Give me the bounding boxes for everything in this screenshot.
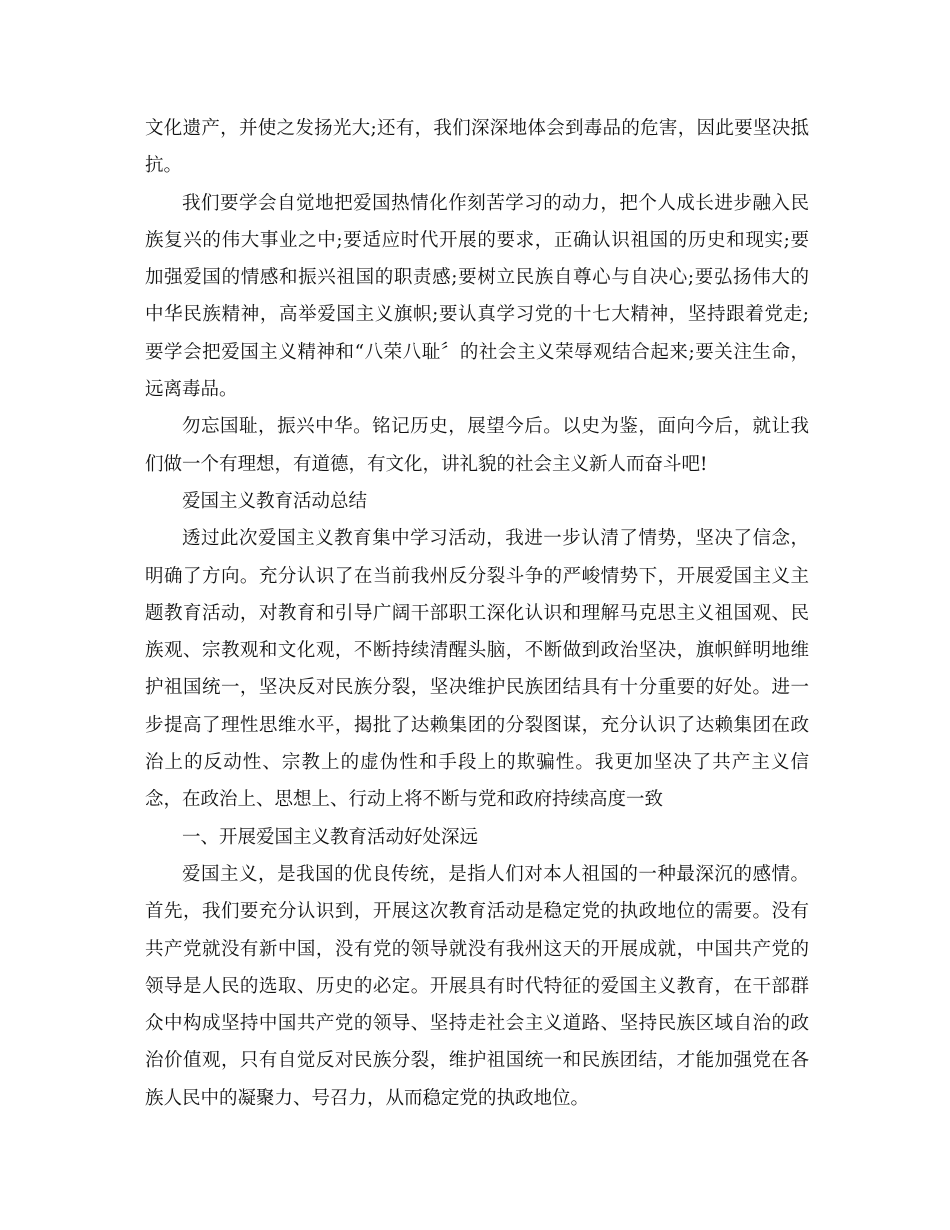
text-line: 步提高了理性思维水平，揭批了达赖集团的分裂图谋，充分认识了达赖集团在政: [145, 714, 809, 736]
text-line: 文化遗产，并使之发扬光大;还有，我们深深地体会到毒品的危害，因此要坚决抵: [145, 118, 809, 139]
text-line: 勿忘国耻，振兴中华。铭记历史，展望今后。以史为鉴，面向今后，就让我: [182, 416, 809, 438]
text-line: 首先，我们要充分认识到，开展这次教育活动是稳定党的执政地位的需要。没有: [145, 901, 809, 923]
text-line: 护祖国统一，坚决反对民族分裂，坚决维护民族团结具有十分重要的好处。进一: [145, 677, 809, 699]
text-line: 族复兴的伟大事业之中;要适应时代开展的要求，正确认识祖国的历史和现实;要: [145, 229, 809, 251]
text-line: 一、开展爱国主义教育活动好处深远: [182, 826, 479, 848]
text-line: 治价值观，只有自觉反对民族分裂，维护祖国统一和民族团结，才能加强党在各: [145, 1050, 809, 1072]
text-line: 族观、宗教观和文化观，不断持续清醒头脑，不断做到政治坚决，旗帜鲜明地维: [145, 640, 809, 662]
text-line: 众中构成坚持中国共产党的领导、坚持走社会主义道路、坚持民族区域自治的政: [145, 1013, 809, 1035]
text-line: 们做一个有理想，有道德，有文化，讲礼貌的社会主义新人而奋斗吧!: [145, 453, 708, 475]
text-line: 治上的反动性、宗教上的虚伪性和手段上的欺骗性。我更加坚决了共产主义信: [145, 752, 809, 774]
text-line: 爱国主义，是我国的优良传统，是指人们对本人祖国的一种最深沉的感情。: [182, 863, 809, 885]
text-line: 爱国主义教育活动总结: [182, 490, 368, 512]
text-line: 领导是人民的选取、历史的必定。开展具有时代特征的爱国主义教育，在干部群: [145, 975, 809, 997]
text-line: 我们要学会自觉地把爱国热情化作刻苦学习的动力，把个人成长进步融入民: [182, 192, 809, 214]
text-line: 中华民族精神，高举爱国主义旗帜;要认真学习党的十七大精神，坚持跟着党走;: [145, 304, 809, 326]
text-line: 族人民中的凝聚力、号召力，从而稳定党的执政地位。: [145, 1087, 590, 1109]
text-line: 题教育活动，对教育和引导广阔干部职工深化认识和理解马克思主义祖国观、民: [145, 602, 809, 624]
text-line: 明确了方向。充分认识了在当前我州反分裂斗争的严峻情势下，开展爱国主义主: [145, 565, 809, 587]
text-line: 透过此次爱国主义教育集中学习活动，我进一步认清了情势，坚决了信念，: [182, 528, 809, 550]
document-body: [145, 110, 809, 1117]
text-line: 抗。: [145, 155, 183, 177]
text-line: 要学会把爱国主义精神和“八荣八耻〞的社会主义荣辱观结合起来;要关注生命，: [145, 341, 809, 363]
text-line: 念，在政治上、思想上、行动上将不断与党和政府持续高度一致: [145, 789, 664, 811]
text-line: 共产党就没有新中国，没有党的领导就没有我州这天的开展成就，中国共产党的: [145, 938, 809, 960]
text-line: 加强爱国的情感和振兴祖国的职责感;要树立民族自尊心与自决心;要弘扬伟大的: [145, 267, 809, 289]
text-line: 远离毒品。: [145, 379, 238, 401]
